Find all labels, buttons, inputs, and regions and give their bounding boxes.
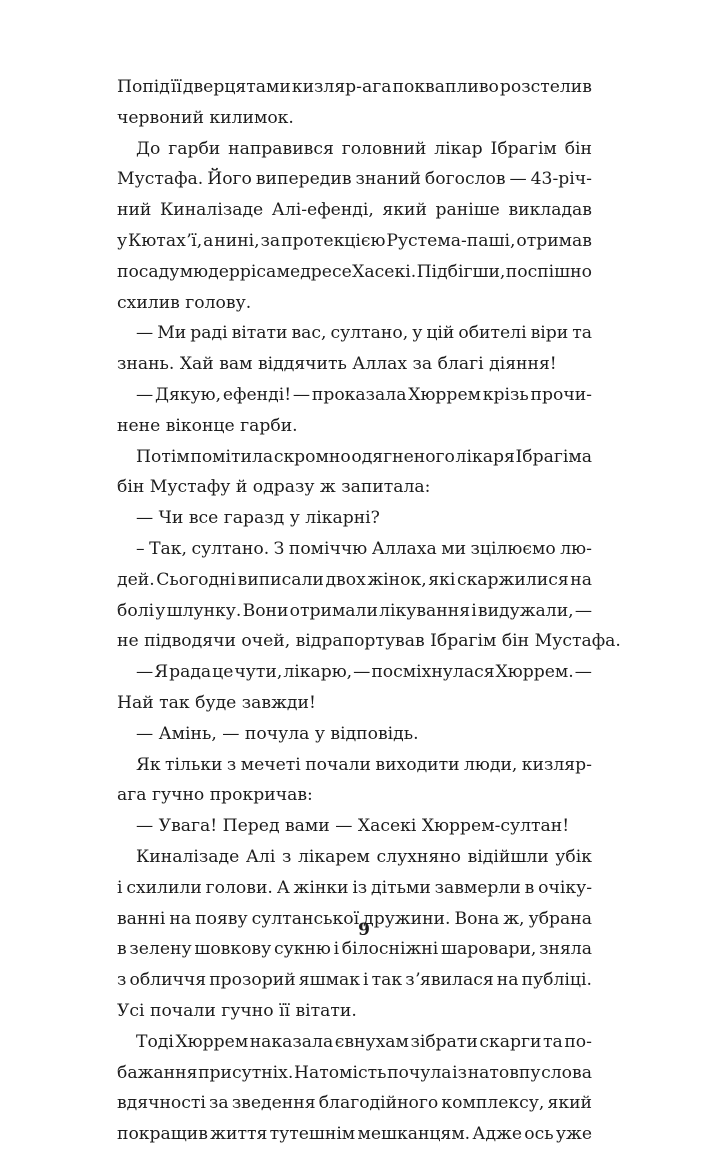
text-line: Усі почали гучно її вітати. [117, 1000, 357, 1021]
text-line: червоний килимок. [117, 107, 294, 128]
text-line: в зелену шовкову сукню і білосніжні шаровари, зняла [117, 939, 592, 960]
text-line: не підводячи очей, відрапортував Ібрагім бін Мустафа. [117, 631, 621, 652]
text-line: покращив життя тутешнім мешканцям. Адже ось уже [117, 1124, 592, 1145]
text-line: Як тільки з мечеті почали виходити люди, кизляр- [136, 754, 592, 775]
text-line: болі у шлунку. Вони отримали лікування і видужали, — [117, 600, 592, 621]
text-line: бін Мустафу й одразу ж запитала: [117, 477, 431, 498]
body-text [117, 72, 621, 1150]
text-line: Мустафа. Його випередив знаний богослов — 43-річ- [117, 169, 592, 190]
text-line: ний Киналізаде Алі-ефенді, який раніше викладав [117, 200, 592, 221]
text-line: — Амінь, — почула у відповідь. [136, 723, 419, 744]
text-line: ага гучно прокричав: [117, 785, 313, 806]
text-line: — Ми раді вітати вас, султано, у цій обителі віри та [136, 323, 592, 344]
text-line: — Дякую, ефенді! — проказала Хюррем крізь прочи- [136, 384, 592, 405]
text-line: нене віконце гарби. [117, 415, 298, 436]
text-line: Киналізаде Алі з лікарем слухняно відійшли убік [136, 846, 592, 867]
text-line: і схилили голови. А жінки із дітьми завмерли в очіку- [117, 877, 592, 898]
text-line: у Кютахʼї, а нині, за протекцією Рустема-паші, отримав [117, 230, 592, 251]
text-line: Попід її дверцятами кизляр-ага поквапливо розстелив [117, 77, 592, 97]
text-line: Потім помітила скромно одягненого лікаря Ібрагіма [136, 446, 592, 467]
text-line: з обличчя прозорий яшмак і так зʼявилася на публіці. [117, 970, 592, 991]
text-line: — Увага! Перед вами — Хасекі Хюррем-султан! [136, 816, 570, 837]
text-line: ванні на появу султанської дружини. Вона ж, убрана [117, 908, 592, 929]
text-line: Тоді Хюррем наказала євнухам зібрати скарги та по- [136, 1031, 592, 1052]
page-number: 9 [358, 920, 370, 940]
text-line: вдячності за зведення благодійного комплексу, який [117, 1093, 592, 1114]
text-line: схилив голову. [117, 292, 252, 313]
text-line: знань. Хай вам віддячить Аллах за благі діяння! [117, 354, 557, 375]
text-line: посаду мюдерріса медресе Хасекі. Підбігши, поспішно [117, 261, 592, 282]
text-line: — Чи все гаразд у лікарні? [136, 508, 380, 529]
text-line: До гарби направився головний лікар Ібрагім бін [136, 138, 592, 159]
text-line: дей. Сьогодні виписали двох жінок, які скаржилися на [117, 569, 592, 590]
text-line: — Я рада це чути, лікарю, — посміхнулася Хюррем. — [136, 662, 592, 683]
text-line: Най так буде завжди! [117, 692, 316, 713]
text-line: бажання присутніх. Натомість почула із натовпу слова [117, 1062, 592, 1083]
text-line: – Так, султано. З поміччю Аллаха ми зцілюємо лю- [136, 538, 592, 559]
